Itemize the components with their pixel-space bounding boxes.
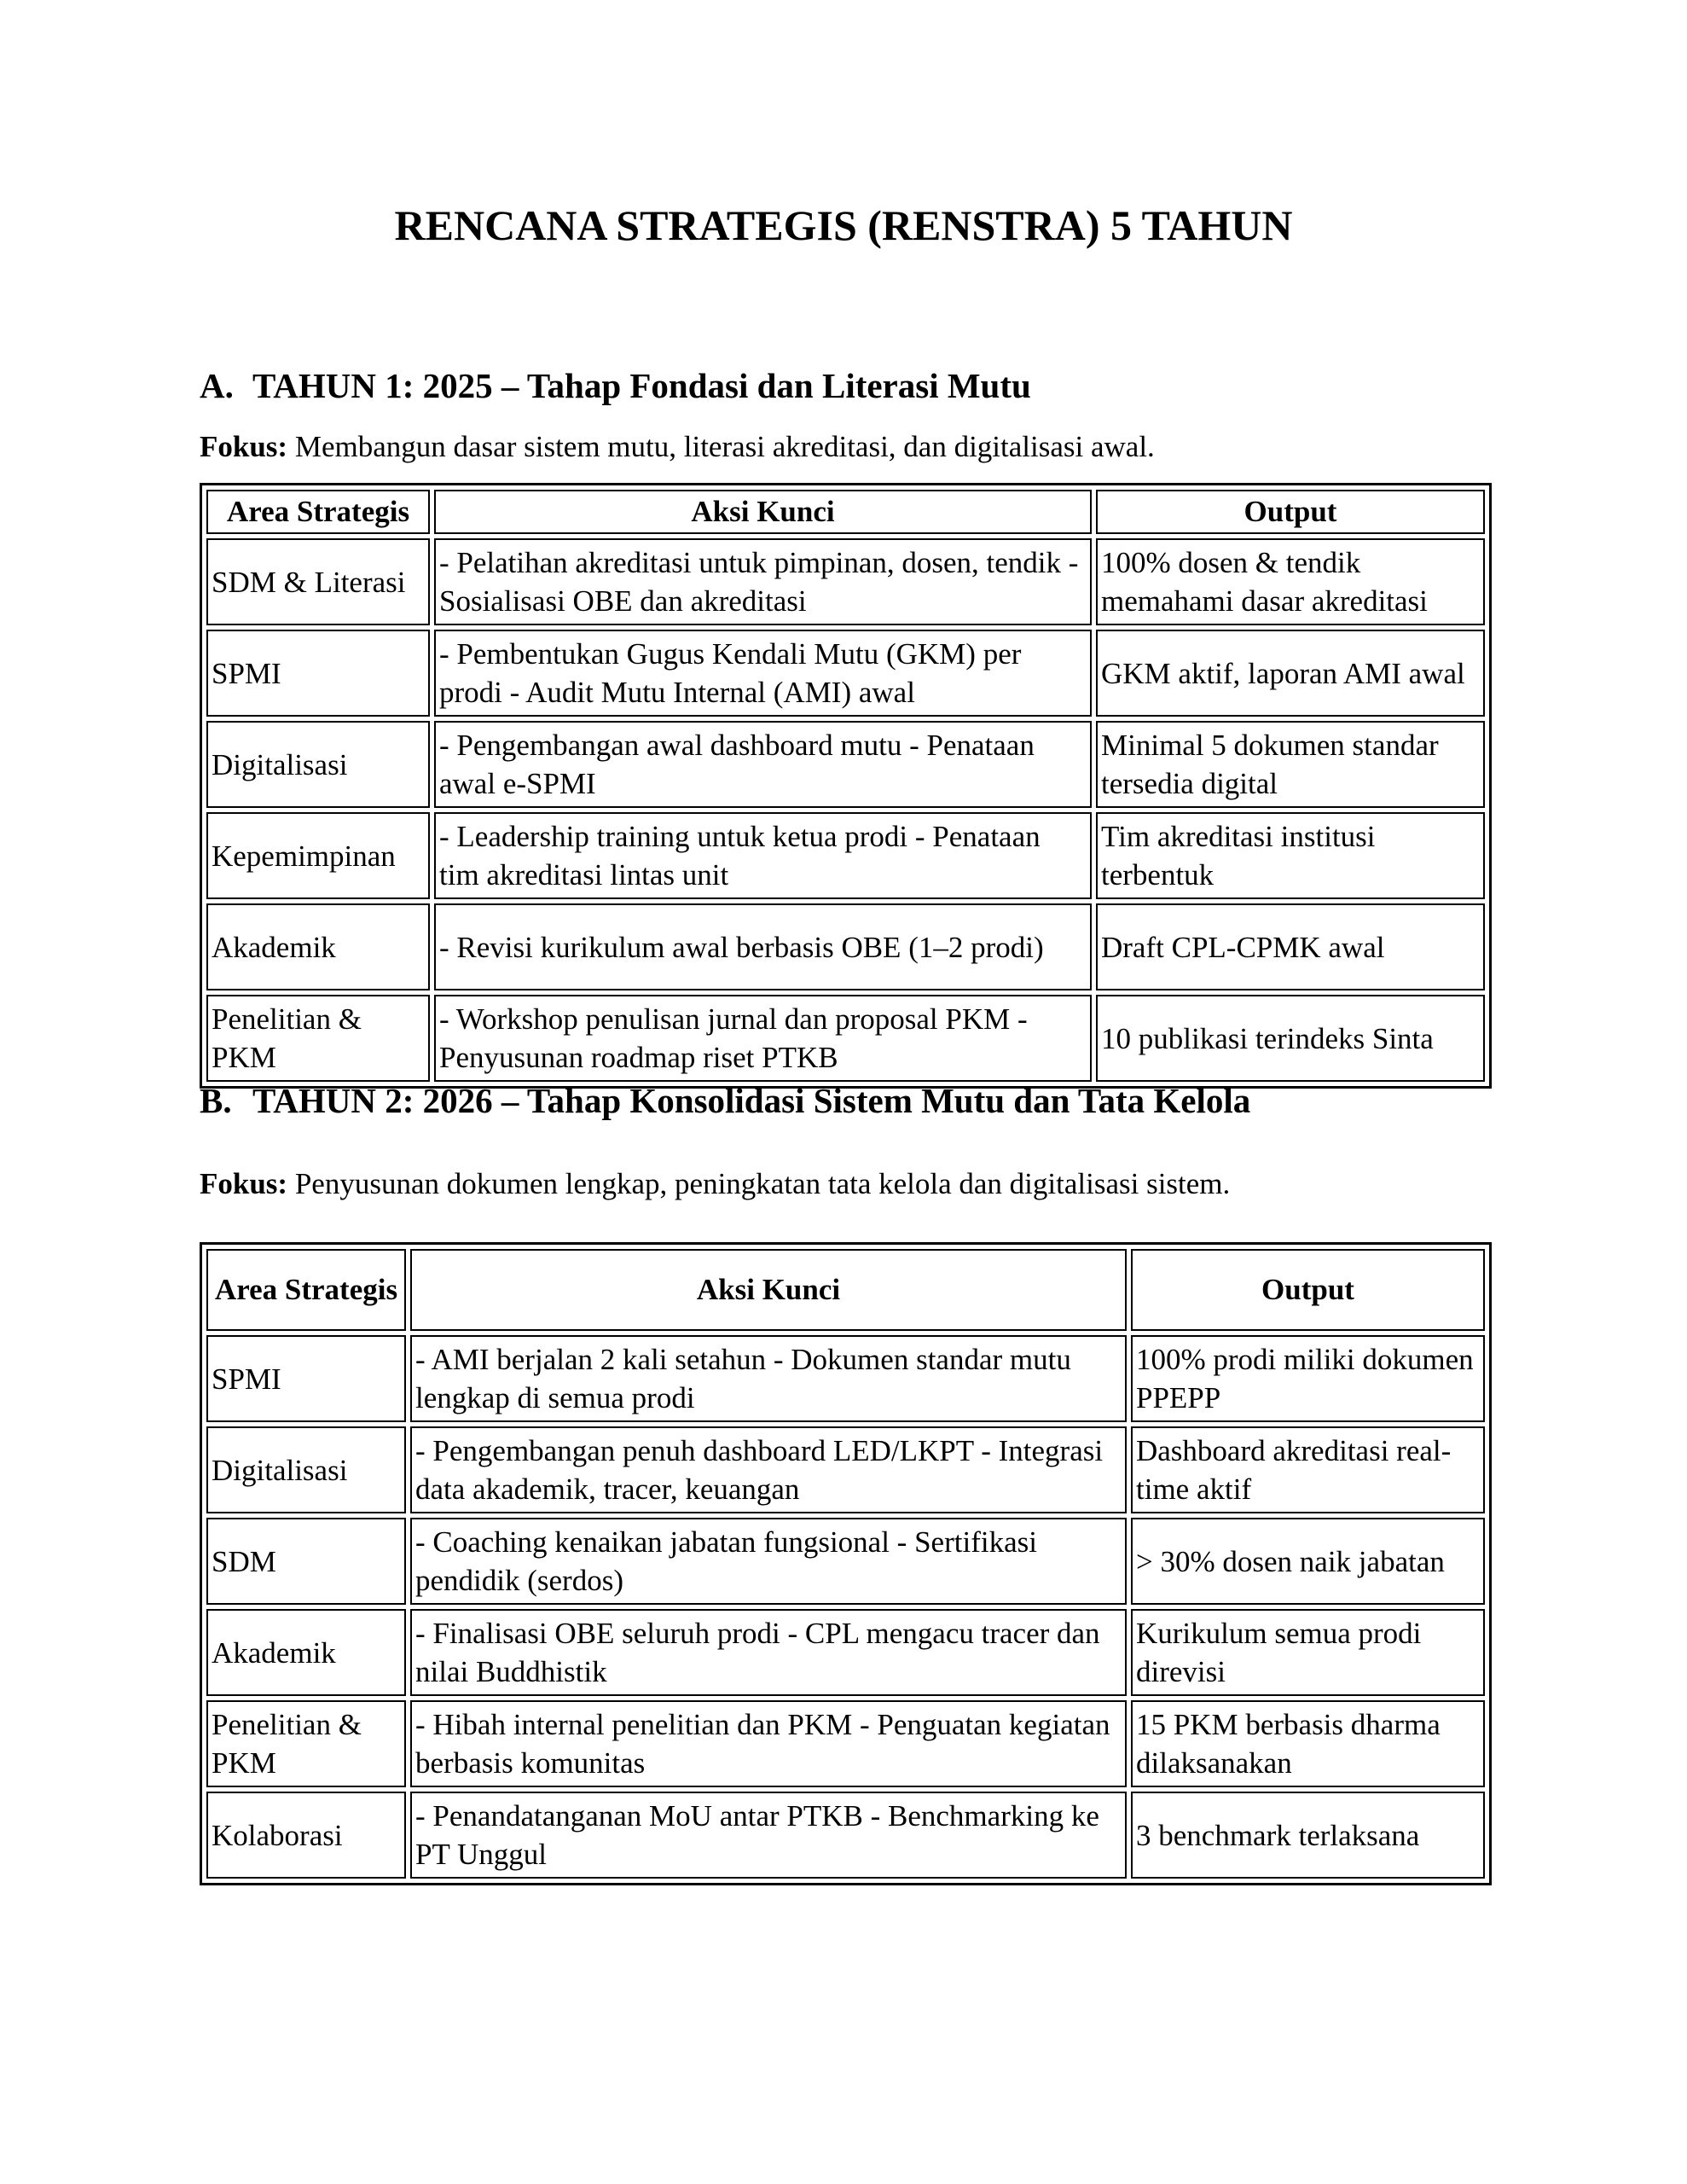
table-row	[206, 538, 1485, 625]
table-row	[206, 1700, 1485, 1787]
column-header-aksi: Aksi Kunci	[434, 490, 1092, 534]
section-a-heading	[200, 362, 1031, 410]
cell-aksi: - Finalisasi OBE seluruh prodi - CPL mengacu tracer dan nilai Buddhistik	[410, 1609, 1127, 1696]
cell-output: 15 PKM berbasis dharma dilaksanakan	[1131, 1700, 1485, 1787]
section-b-focus-label: Fokus:	[200, 1167, 288, 1200]
cell-output: Dashboard akreditasi real-time aktif	[1131, 1426, 1485, 1513]
table-row	[206, 812, 1485, 899]
column-header-area: Area Strategis	[206, 490, 430, 534]
section-b-letter: B.	[200, 1081, 232, 1120]
section-b-heading	[200, 1077, 1250, 1124]
cell-area: SDM	[206, 1518, 406, 1605]
cell-output: GKM aktif, laporan AMI awal	[1096, 630, 1485, 717]
section-b-focus-text: Penyusunan dokumen lengkap, peningkatan tata kelola dan digitalisasi sistem.	[287, 1167, 1231, 1200]
cell-aksi: - AMI berjalan 2 kali setahun - Dokumen standar mutu lengkap di semua prodi	[410, 1335, 1127, 1422]
section-a-table	[200, 483, 1492, 1089]
cell-area: SPMI	[206, 630, 430, 717]
table-row	[206, 1609, 1485, 1696]
cell-aksi: - Leadership training untuk ketua prodi - Penataan tim akreditasi lintas unit	[434, 812, 1092, 899]
column-header-output: Output	[1096, 490, 1485, 534]
column-header-area: Area Strategis	[206, 1249, 406, 1331]
cell-aksi: - Hibah internal penelitian dan PKM - Penguatan kegiatan berbasis komunitas	[410, 1700, 1127, 1787]
cell-area: SDM & Literasi	[206, 538, 430, 625]
cell-area: Kepemimpinan	[206, 812, 430, 899]
table-row	[206, 995, 1485, 1082]
cell-aksi: - Workshop penulisan jurnal dan proposal PKM - Penyusunan roadmap riset PTKB	[434, 995, 1092, 1082]
table-row	[206, 1335, 1485, 1422]
table-row	[206, 630, 1485, 717]
table-row	[206, 1518, 1485, 1605]
section-a-letter: A.	[200, 366, 234, 405]
cell-output: 10 publikasi terindeks Sinta	[1096, 995, 1485, 1082]
cell-area: SPMI	[206, 1335, 406, 1422]
cell-area: Akademik	[206, 903, 430, 990]
cell-area: Akademik	[206, 1609, 406, 1696]
cell-output: Draft CPL-CPMK awal	[1096, 903, 1485, 990]
section-a-focus	[200, 427, 1155, 468]
cell-aksi: - Revisi kurikulum awal berbasis OBE (1–2 prodi)	[434, 903, 1092, 990]
cell-area: Digitalisasi	[206, 1426, 406, 1513]
table-row	[206, 721, 1485, 808]
cell-aksi: - Pengembangan penuh dashboard LED/LKPT - Integrasi data akademik, tracer, keuangan	[410, 1426, 1127, 1513]
cell-output: Kurikulum semua prodi direvisi	[1131, 1609, 1485, 1696]
cell-aksi: - Pelatihan akreditasi untuk pimpinan, dosen, tendik - Sosialisasi OBE dan akreditasi	[434, 538, 1092, 625]
section-a-focus-label: Fokus:	[200, 430, 288, 463]
cell-output: 100% dosen & tendik memahami dasar akreditasi	[1096, 538, 1485, 625]
cell-aksi: - Pengembangan awal dashboard mutu - Penataan awal e-SPMI	[434, 721, 1092, 808]
cell-aksi: - Coaching kenaikan jabatan fungsional - Sertifikasi pendidik (serdos)	[410, 1518, 1127, 1605]
section-a-focus-text: Membangun dasar sistem mutu, literasi akreditasi, dan digitalisasi awal.	[287, 430, 1155, 463]
cell-area: Penelitian & PKM	[206, 1700, 406, 1787]
cell-area: Penelitian & PKM	[206, 995, 430, 1082]
column-header-output: Output	[1131, 1249, 1485, 1331]
cell-area: Kolaborasi	[206, 1792, 406, 1879]
section-a-title: TAHUN 1: 2025 – Tahap Fondasi dan Literasi Mutu	[252, 366, 1031, 405]
table-row	[206, 1426, 1485, 1513]
section-b-table	[200, 1242, 1492, 1885]
section-b-focus	[200, 1164, 1230, 1205]
column-header-aksi: Aksi Kunci	[410, 1249, 1127, 1331]
cell-output: Minimal 5 dokumen standar tersedia digital	[1096, 721, 1485, 808]
cell-output: 3 benchmark terlaksana	[1131, 1792, 1485, 1879]
cell-aksi: - Pembentukan Gugus Kendali Mutu (GKM) per prodi - Audit Mutu Internal (AMI) awal	[434, 630, 1092, 717]
table-header-row	[206, 490, 1485, 534]
section-b-title: TAHUN 2: 2026 – Tahap Konsolidasi Sistem Mutu dan Tata Kelola	[252, 1081, 1251, 1120]
cell-output: Tim akreditasi institusi terbentuk	[1096, 812, 1485, 899]
cell-output: 100% prodi miliki dokumen PPEPP	[1131, 1335, 1485, 1422]
table-header-row	[206, 1249, 1485, 1331]
cell-aksi: - Penandatanganan MoU antar PTKB - Benchmarking ke PT Unggul	[410, 1792, 1127, 1879]
cell-area: Digitalisasi	[206, 721, 430, 808]
table-row	[206, 1792, 1485, 1879]
cell-output: > 30% dosen naik jabatan	[1131, 1518, 1485, 1605]
document-title: RENCANA STRATEGIS (RENSTRA) 5 TAHUN	[394, 201, 1293, 249]
table-row	[206, 903, 1485, 990]
